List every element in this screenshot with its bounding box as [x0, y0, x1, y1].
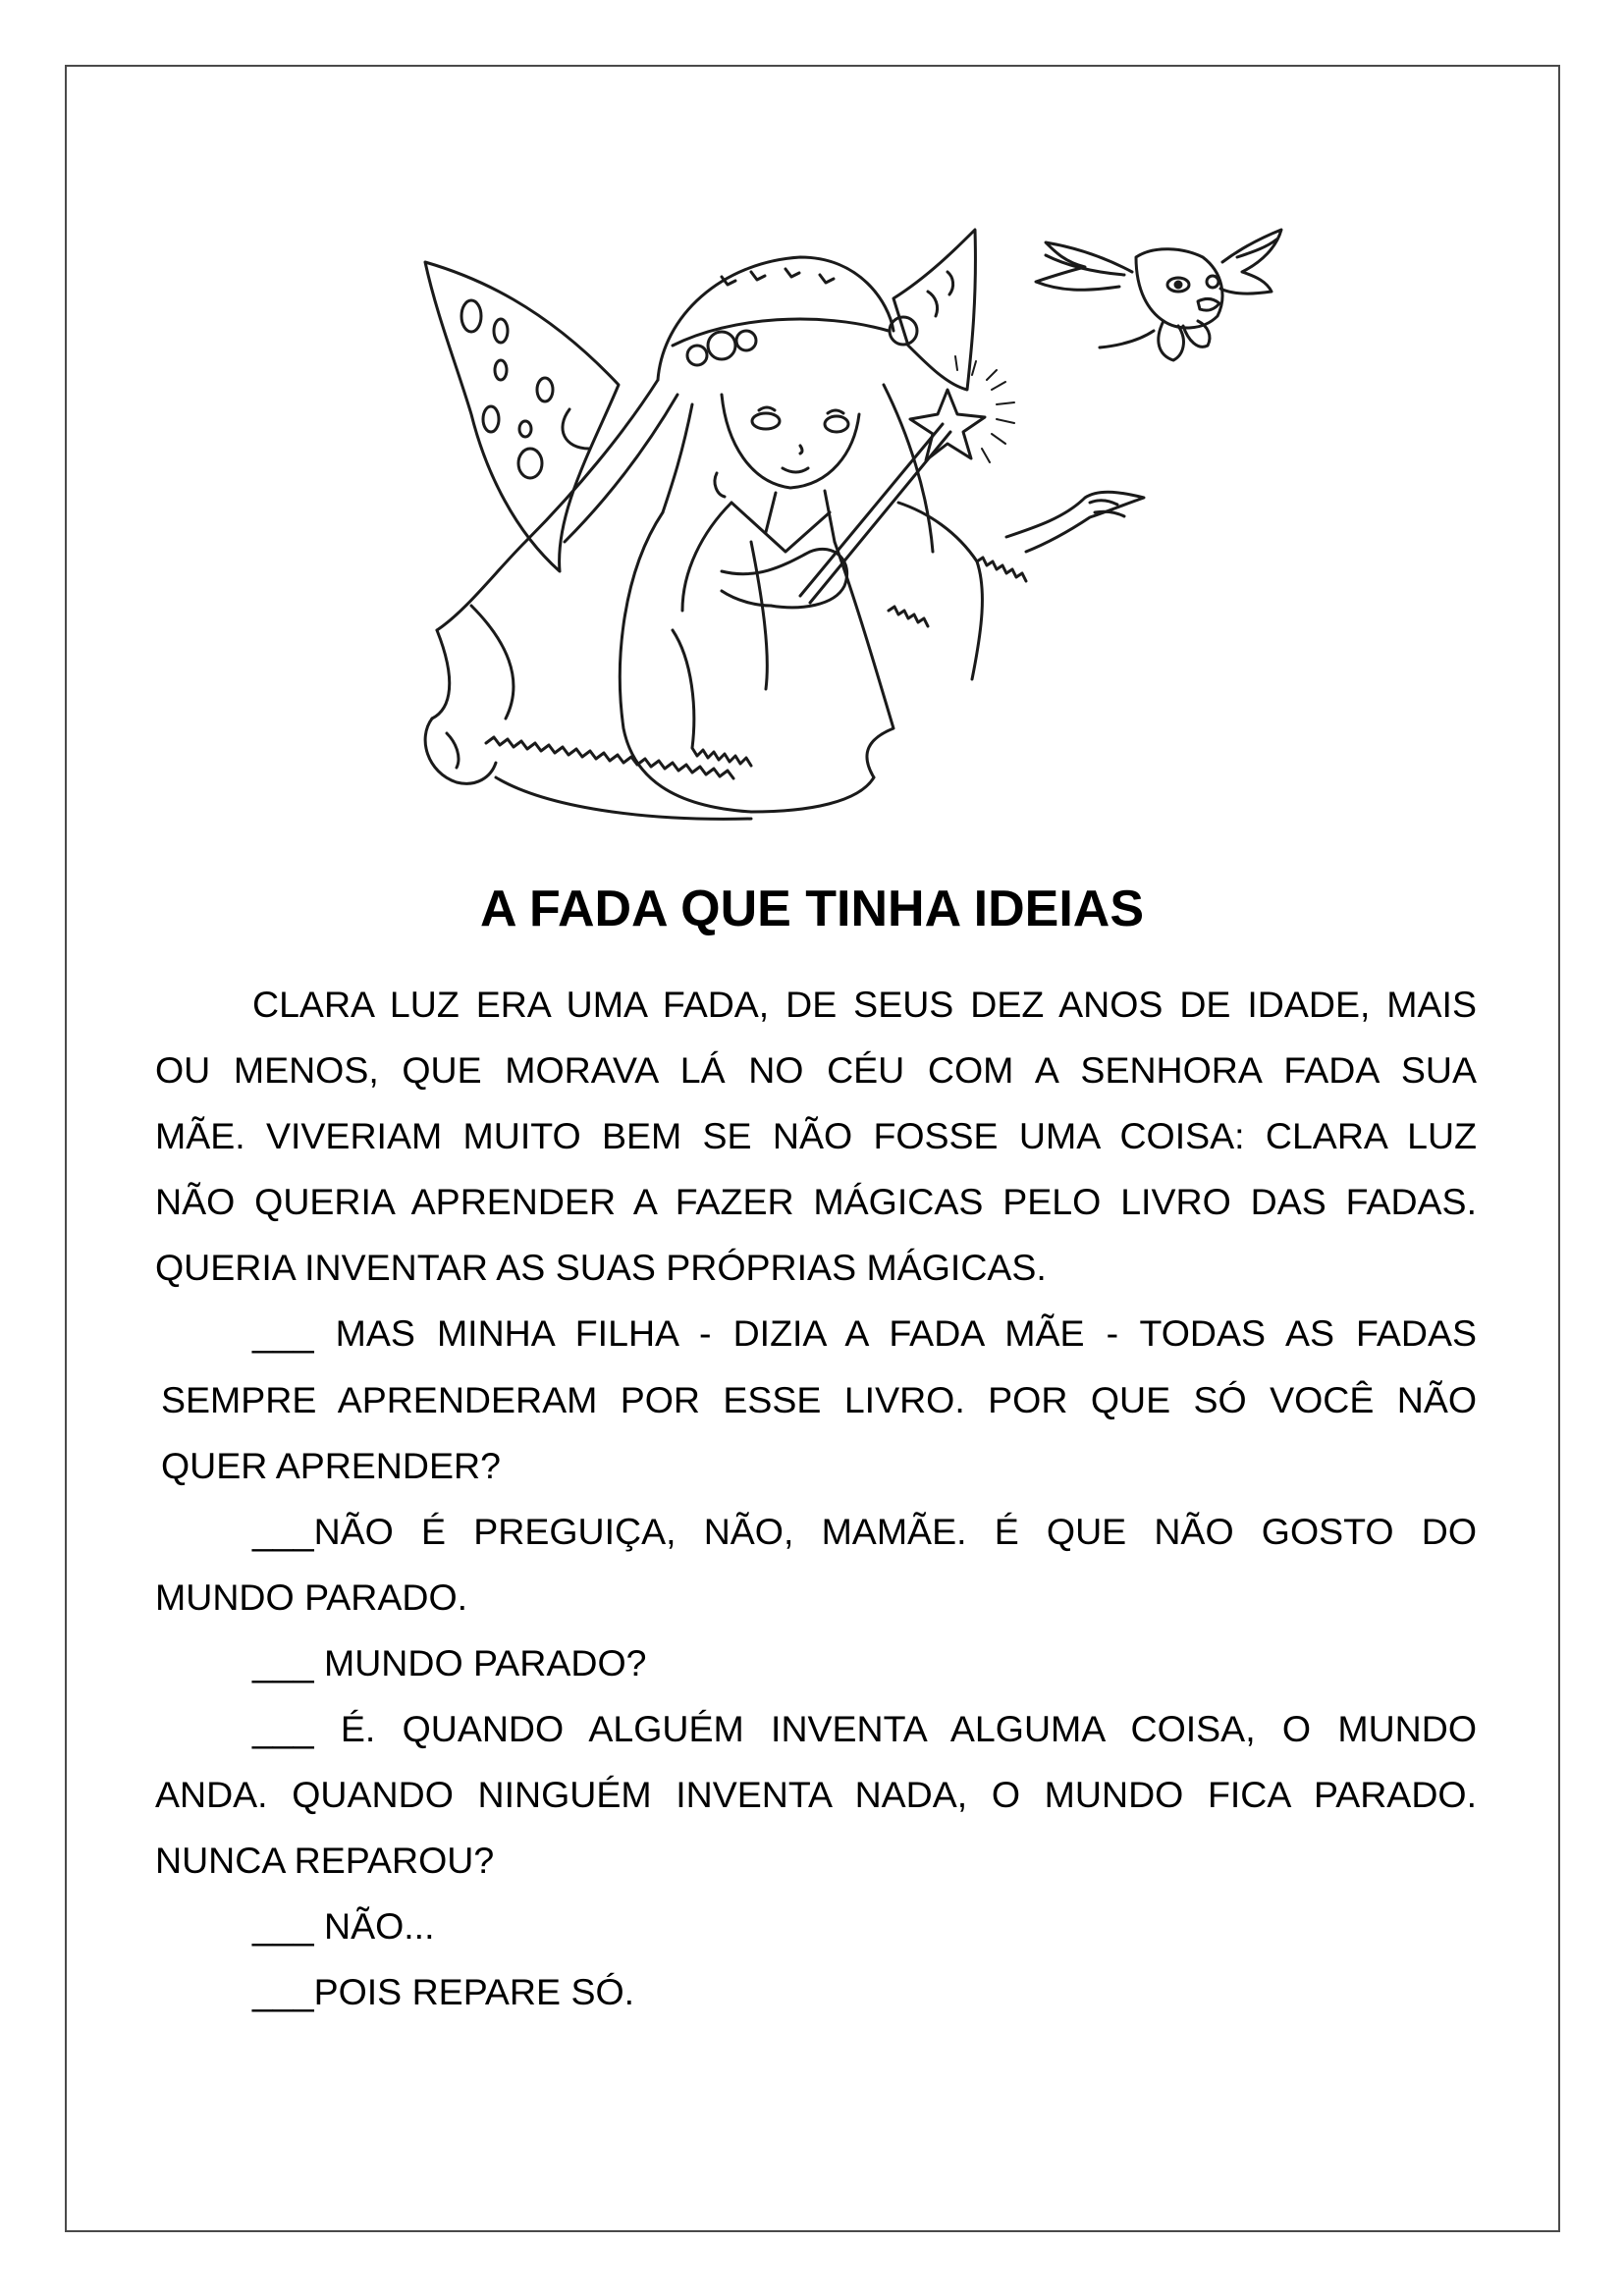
dialogue-line: MUNDO PARADO. [155, 1575, 468, 1618]
dialogue-line: ___NÃO É PREGUIÇA, NÃO, MAMÃE. É QUE NÃO GOSTO DO [252, 1510, 1477, 1552]
story-line: CLARA LUZ ERA UMA FADA, DE SEUS DEZ ANOS DE IDADE, MAIS [252, 984, 1477, 1025]
page-title: A FADA QUE TINHA IDEIAS [479, 881, 1145, 937]
fairy-illustration [398, 218, 1286, 827]
dialogue-line: QUER APRENDER? [161, 1444, 501, 1486]
dialogue-line: ___ NÃO... [252, 1905, 435, 1948]
story-line: NÃO QUERIA APRENDER A FAZER MÁGICAS PELO LIVRO DAS FADAS. [155, 1181, 1477, 1223]
dialogue-line: NUNCA REPAROU? [155, 1840, 495, 1882]
dialogue-line: ___ MUNDO PARADO? [252, 1641, 647, 1683]
story-line: MÃE. VIVERIAM MUITO BEM SE NÃO FOSSE UMA COISA: CLARA LUZ [155, 1115, 1477, 1157]
dialogue-line: ___ MAS MINHA FILHA - DIZIA A FADA MÃE - TODAS AS FADAS [252, 1312, 1477, 1355]
story-text [155, 972, 1477, 2026]
dialogue-line: ___POIS REPARE SÓ. [252, 1971, 635, 2013]
bird-icon [1036, 230, 1281, 360]
story-line: QUERIA INVENTAR AS SUAS PRÓPRIAS MÁGICAS. [155, 1247, 1047, 1289]
fairy-with-wand-and-bird-icon [398, 218, 1286, 827]
dialogue-line: ANDA. QUANDO NINGUÉM INVENTA NADA, O MUNDO FICA PARADO. [155, 1774, 1477, 1816]
dialogue-line: SEMPRE APRENDERAM POR ESSE LIVRO. POR QUE SÓ VOCÊ NÃO [161, 1378, 1477, 1420]
dialogue-line: ___ É. QUANDO ALGUÉM INVENTA ALGUMA COISA, O MUNDO [252, 1708, 1477, 1750]
story-line: OU MENOS, QUE MORAVA LÁ NO CÉU COM A SENHORA FADA SUA [155, 1049, 1477, 1092]
